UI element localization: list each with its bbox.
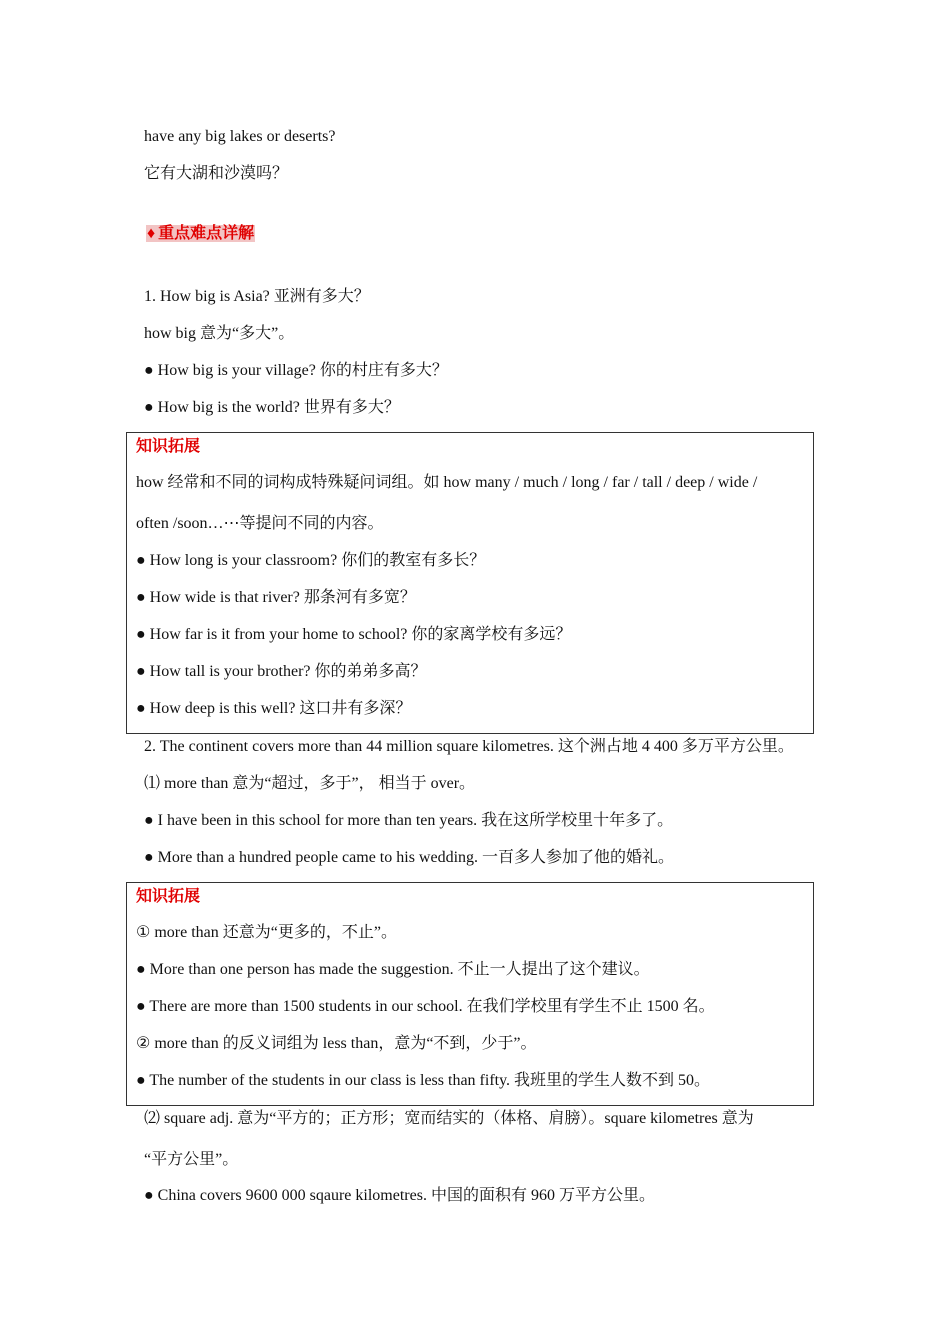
- box-1-example: ● How wide is that river? 那条河有多宽？: [136, 589, 416, 606]
- knowledge-extension-box-2: [126, 882, 814, 1106]
- point-2-title: 2. The continent covers more than 44 million square kilometres. 这个洲占地 4 400 多万平方公里。: [144, 738, 794, 755]
- box-1-intro-line-1: how 经常和不同的词构成特殊疑问词组。如 how many / much / long / far / tall / deep / wide /: [136, 474, 758, 491]
- point-1-title: 1. How big is Asia? 亚洲有多大？: [144, 288, 370, 305]
- point-2-example: ● I have been in this school for more than ten years. 我在这所学校里十年多了。: [144, 812, 674, 829]
- intro-line-1: have any big lakes or deserts?: [144, 128, 336, 145]
- box-2-title: 知识拓展: [136, 888, 201, 905]
- intro-line-2: 它有大湖和沙漠吗？: [144, 165, 289, 182]
- box-2-line: ① more than 还意为“更多的，不止”。: [136, 924, 397, 941]
- point-2-sub-2-example: ● China covers 9600 000 sqaure kilometres. 中国的面积有 960 万平方公里。: [144, 1187, 655, 1204]
- point-2-sub-1: ⑴ more than 意为“超过，多于”， 相当于 over。: [144, 775, 476, 792]
- box-2-line: ● More than one person has made the suggestion. 不止一人提出了这个建议。: [136, 961, 650, 978]
- section-heading-text: 重点难点详解: [158, 225, 255, 242]
- box-2-line: ● The number of the students in our class is less than fifty. 我班里的学生人数不到 50。: [136, 1072, 711, 1089]
- point-2-sub-2-line-2: “平方公里”。: [144, 1151, 239, 1168]
- box-1-example: ● How deep is this well? 这口井有多深？: [136, 700, 412, 717]
- box-1-example: ● How tall is your brother? 你的弟弟多高？: [136, 663, 427, 680]
- point-2-sub-2-line-1: ⑵ square adj. 意为“平方的；正方形；宽而结实的（体格、肩膀）。square kilometres 意为: [144, 1110, 754, 1127]
- box-1-example: ● How far is it from your home to school? 你的家离学校有多远？: [136, 626, 572, 643]
- point-1-example: ● How big is your village? 你的村庄有多大？: [144, 362, 448, 379]
- point-1-example: ● How big is the world? 世界有多大？: [144, 399, 400, 416]
- box-2-line: ② more than 的反义词组为 less than，意为“不到，少于”。: [136, 1035, 537, 1052]
- section-heading: [146, 224, 255, 244]
- box-1-example: ● How long is your classroom? 你们的教室有多长？: [136, 552, 486, 569]
- box-1-title: 知识拓展: [136, 438, 201, 455]
- point-1-explanation: how big 意为“多大”。: [144, 325, 295, 342]
- box-2-line: ● There are more than 1500 students in our school. 在我们学校里有学生不止 1500 名。: [136, 998, 715, 1015]
- diamond-bullet-icon: ♦: [147, 225, 156, 242]
- knowledge-extension-box-1: [126, 432, 814, 734]
- box-1-intro-line-2: often /soon…⋯等提问不同的内容。: [136, 515, 384, 532]
- point-2-example: ● More than a hundred people came to his wedding. 一百多人参加了他的婚礼。: [144, 849, 675, 866]
